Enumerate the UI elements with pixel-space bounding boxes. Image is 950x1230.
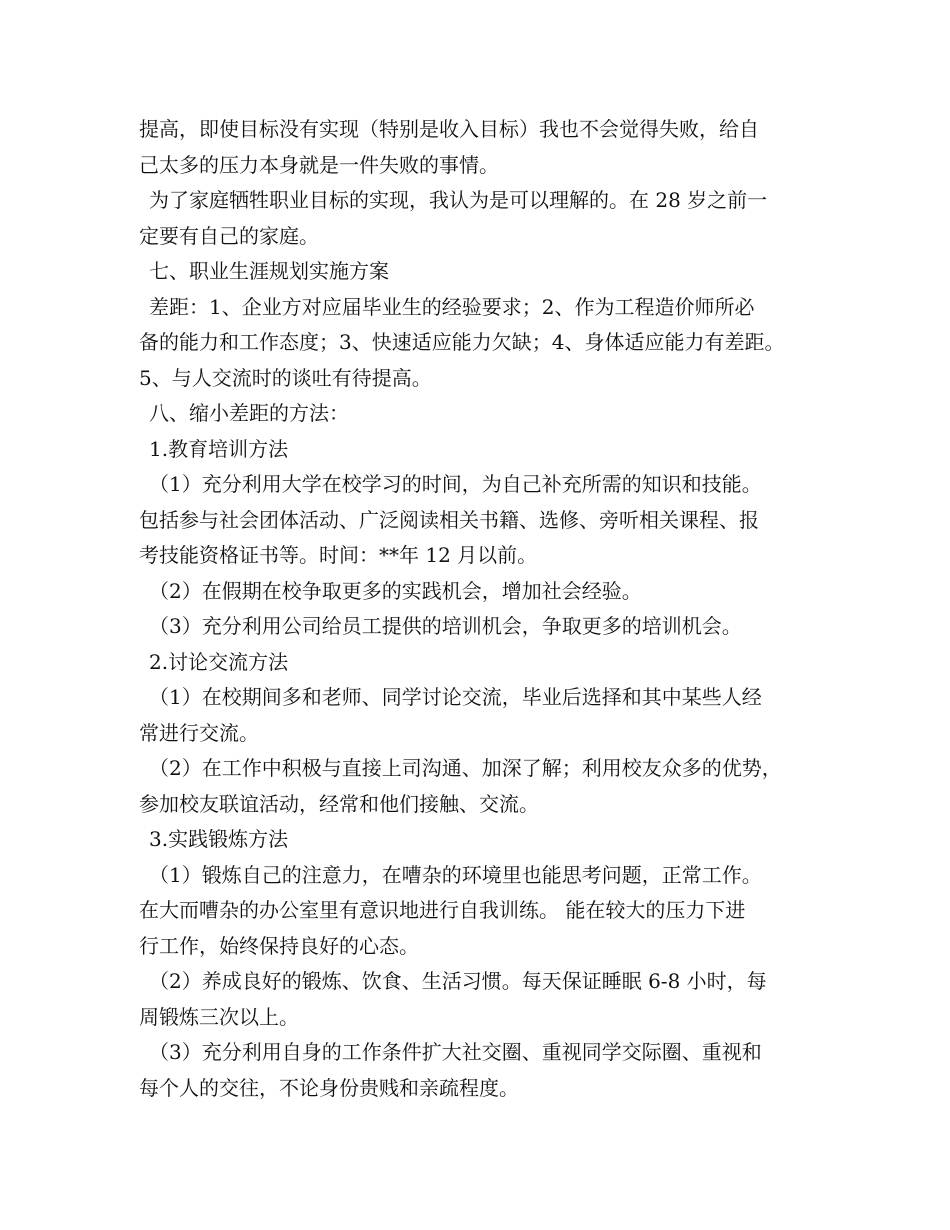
text-line: （2）养成良好的锻炼、饮食、生活习惯。每天保证睡眠 6-8 小时，每: [149, 969, 767, 993]
text-line: （2）在假期在校争取更多的实践机会，增加社会经验。: [149, 578, 642, 603]
text-line: （2）在工作中积极与直接上司沟通、加深了解；利用校友众多的优势，: [149, 756, 782, 780]
text-line: （1）锻炼自己的注意力，在嘈杂的环境里也能思考问题，正常工作。: [149, 862, 762, 887]
heading-text: 八、缩小差距的方法：: [149, 401, 349, 425]
heading-text: 2.讨论交流方法: [149, 649, 289, 674]
text-line: （3）充分利用公司给员工提供的培训机会，争取更多的培训机会。: [149, 614, 742, 638]
text-line: 己太多的压力本身就是一件失败的事情。: [139, 152, 499, 177]
section-heading-7: [139, 254, 819, 290]
paragraph-discussion-2: [139, 751, 819, 822]
heading-text: 1.教育培训方法: [149, 436, 289, 461]
paragraph-education-2: [139, 574, 819, 610]
paragraph-education-1: [139, 467, 819, 574]
text-line: 5、与人交流时的谈吐有待提高。: [139, 365, 432, 390]
text-line: 在大而嘈杂的办公室里有意识地进行自我训练。 能在较大的压力下进: [139, 898, 746, 922]
paragraph-discussion-1: [139, 680, 819, 751]
text-line: （1）在校期间多和老师、同学讨论交流，毕业后选择和其中某些人经: [149, 685, 762, 709]
text-line: 考技能资格证书等。时间：**年 12 月以前。: [139, 543, 538, 567]
heading-text: 3.实践锻炼方法: [149, 827, 289, 851]
subheading-discussion: [139, 645, 819, 681]
text-line: （3）充分利用自身的工作条件扩大社交圈、重视同学交际圈、重视和: [149, 1040, 762, 1064]
text-line: 备的能力和工作态度；3、快速适应能力欠缺；4、身体适应能力有差距。: [139, 330, 785, 354]
paragraph-family: [139, 183, 819, 254]
paragraph-practice-3: [139, 1035, 819, 1106]
subheading-education: [139, 432, 819, 468]
heading-text: 七、职业生涯规划实施方案: [149, 259, 389, 283]
text-line: 常进行交流。: [139, 720, 259, 745]
text-line: 参加校友联谊活动，经常和他们接触、交流。: [139, 791, 539, 816]
text-line: 包括参与社会团体活动、广泛阅读相关书籍、选修、旁听相关课程、报: [139, 507, 759, 532]
document-body: [139, 112, 819, 1106]
text-line: （1）充分利用大学在校学习的时间，为自己补充所需的知识和技能。: [149, 472, 762, 496]
subheading-practice: [139, 822, 819, 858]
paragraph-goal-pressure: [139, 112, 819, 183]
text-line: 每个人的交往，不论身份贵贱和亲疏程度。: [139, 1075, 519, 1100]
paragraph-education-3: [139, 609, 819, 645]
text-line: 周锻炼三次以上。: [139, 1004, 299, 1029]
paragraph-practice-1: [139, 858, 819, 965]
text-line: 行工作，始终保持良好的心态。: [139, 933, 419, 958]
section-heading-8: [139, 396, 819, 432]
text-line: 定要有自己的家庭。: [139, 223, 319, 248]
paragraph-gaps: [139, 290, 819, 397]
text-line: 为了家庭牺牲职业目标的实现，我认为是可以理解的。在 28 岁之前一: [149, 188, 768, 212]
text-line: 提高，即使目标没有实现（特别是收入目标）我也不会觉得失败，给自: [139, 117, 759, 141]
paragraph-practice-2: [139, 964, 819, 1035]
text-line: 差距：1、企业方对应届毕业生的经验要求；2、作为工程造价师所必: [149, 294, 755, 319]
